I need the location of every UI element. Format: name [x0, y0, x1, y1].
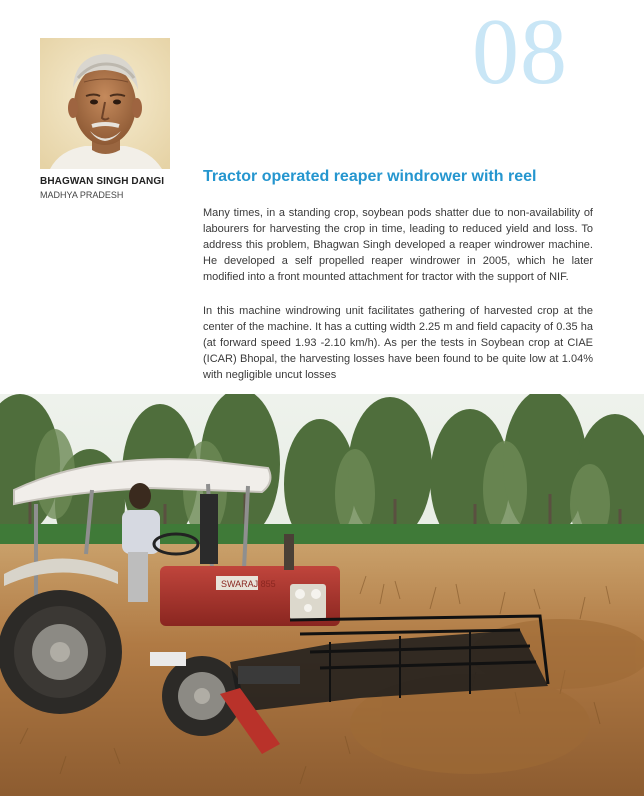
page-number: 08	[472, 0, 568, 104]
article-paragraph-1: Many times, in a standing crop, soybean pods shatter due to non-availability of labourers for harvesting the crop in time, leading to reduced yield and loss. To address this problem, Bhagwan Singh developed a reaper windrower machine. He developed a self propelled reaper windrower in 2005, which he later modified into a front mounted attachment for tractor with the support of NIF.	[203, 207, 593, 283]
article-title: Tractor operated reaper windrower with reel	[203, 168, 537, 185]
profile-state: MADHYA PRADESH	[40, 190, 124, 200]
tractor-badge: SWARAJ 855	[221, 579, 276, 589]
article-paragraph-2: In this machine windrowing unit facilitates gathering of harvested crop at the center of the machine. It has a cutting width 2.25 m and field capacity of 0.35 ha (at forward speed 1.93 -2.10 km/h). As per the tests in Soybean crop at CIAE (ICAR) Bhopal, the harvesting losses have been found to be quite low at 1.04% with negligible uncut losses	[203, 305, 593, 381]
portrait-photo	[40, 38, 170, 169]
tractor-field-photo	[0, 394, 644, 796]
profile-name: BHAGWAN SINGH DANGI	[40, 176, 165, 187]
